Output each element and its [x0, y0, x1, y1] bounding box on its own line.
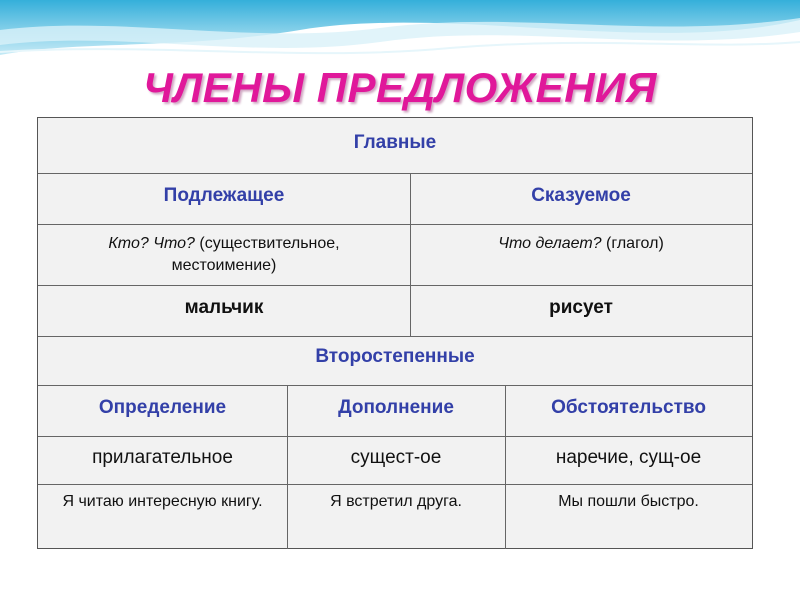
main-members-header: Главные: [353, 132, 437, 153]
subject-example: мальчик: [184, 297, 264, 318]
subject-question: [38, 224, 410, 285]
object-header: Дополнение: [338, 397, 454, 418]
subject-question-italic: Кто? Что?: [108, 235, 195, 252]
predicate-header: Сказуемое: [531, 185, 631, 206]
predicate-example: рисует: [549, 297, 613, 318]
attribute-example: Я читаю интересную книгу.: [62, 493, 263, 510]
object-example: Я встретил друга.: [330, 493, 462, 510]
object-part-of-speech: сущест-ое: [350, 447, 442, 468]
predicate-question-italic: Что делает?: [498, 235, 602, 252]
attribute-part-of-speech: прилагательное: [92, 447, 233, 468]
parts-of-sentence-table: [37, 117, 753, 549]
secondary-members-header: Второстепенные: [315, 346, 475, 367]
page-title: ЧЛЕНЫ ПРЕДЛОЖЕНИЯ: [143, 64, 657, 111]
subject-question-rest: (существительное,: [194, 235, 340, 252]
predicate-question: [410, 224, 752, 285]
predicate-question-rest: (глагол): [601, 235, 664, 252]
subject-question-line2: местоимение): [171, 257, 277, 274]
attribute-header: Определение: [98, 397, 227, 418]
adverbial-part-of-speech: наречие, сущ-ое: [555, 447, 702, 468]
adverbial-example: Мы пошли быстро.: [558, 493, 699, 510]
adverbial-header: Обстоятельство: [551, 397, 706, 418]
subject-header: Подлежащее: [163, 185, 285, 206]
